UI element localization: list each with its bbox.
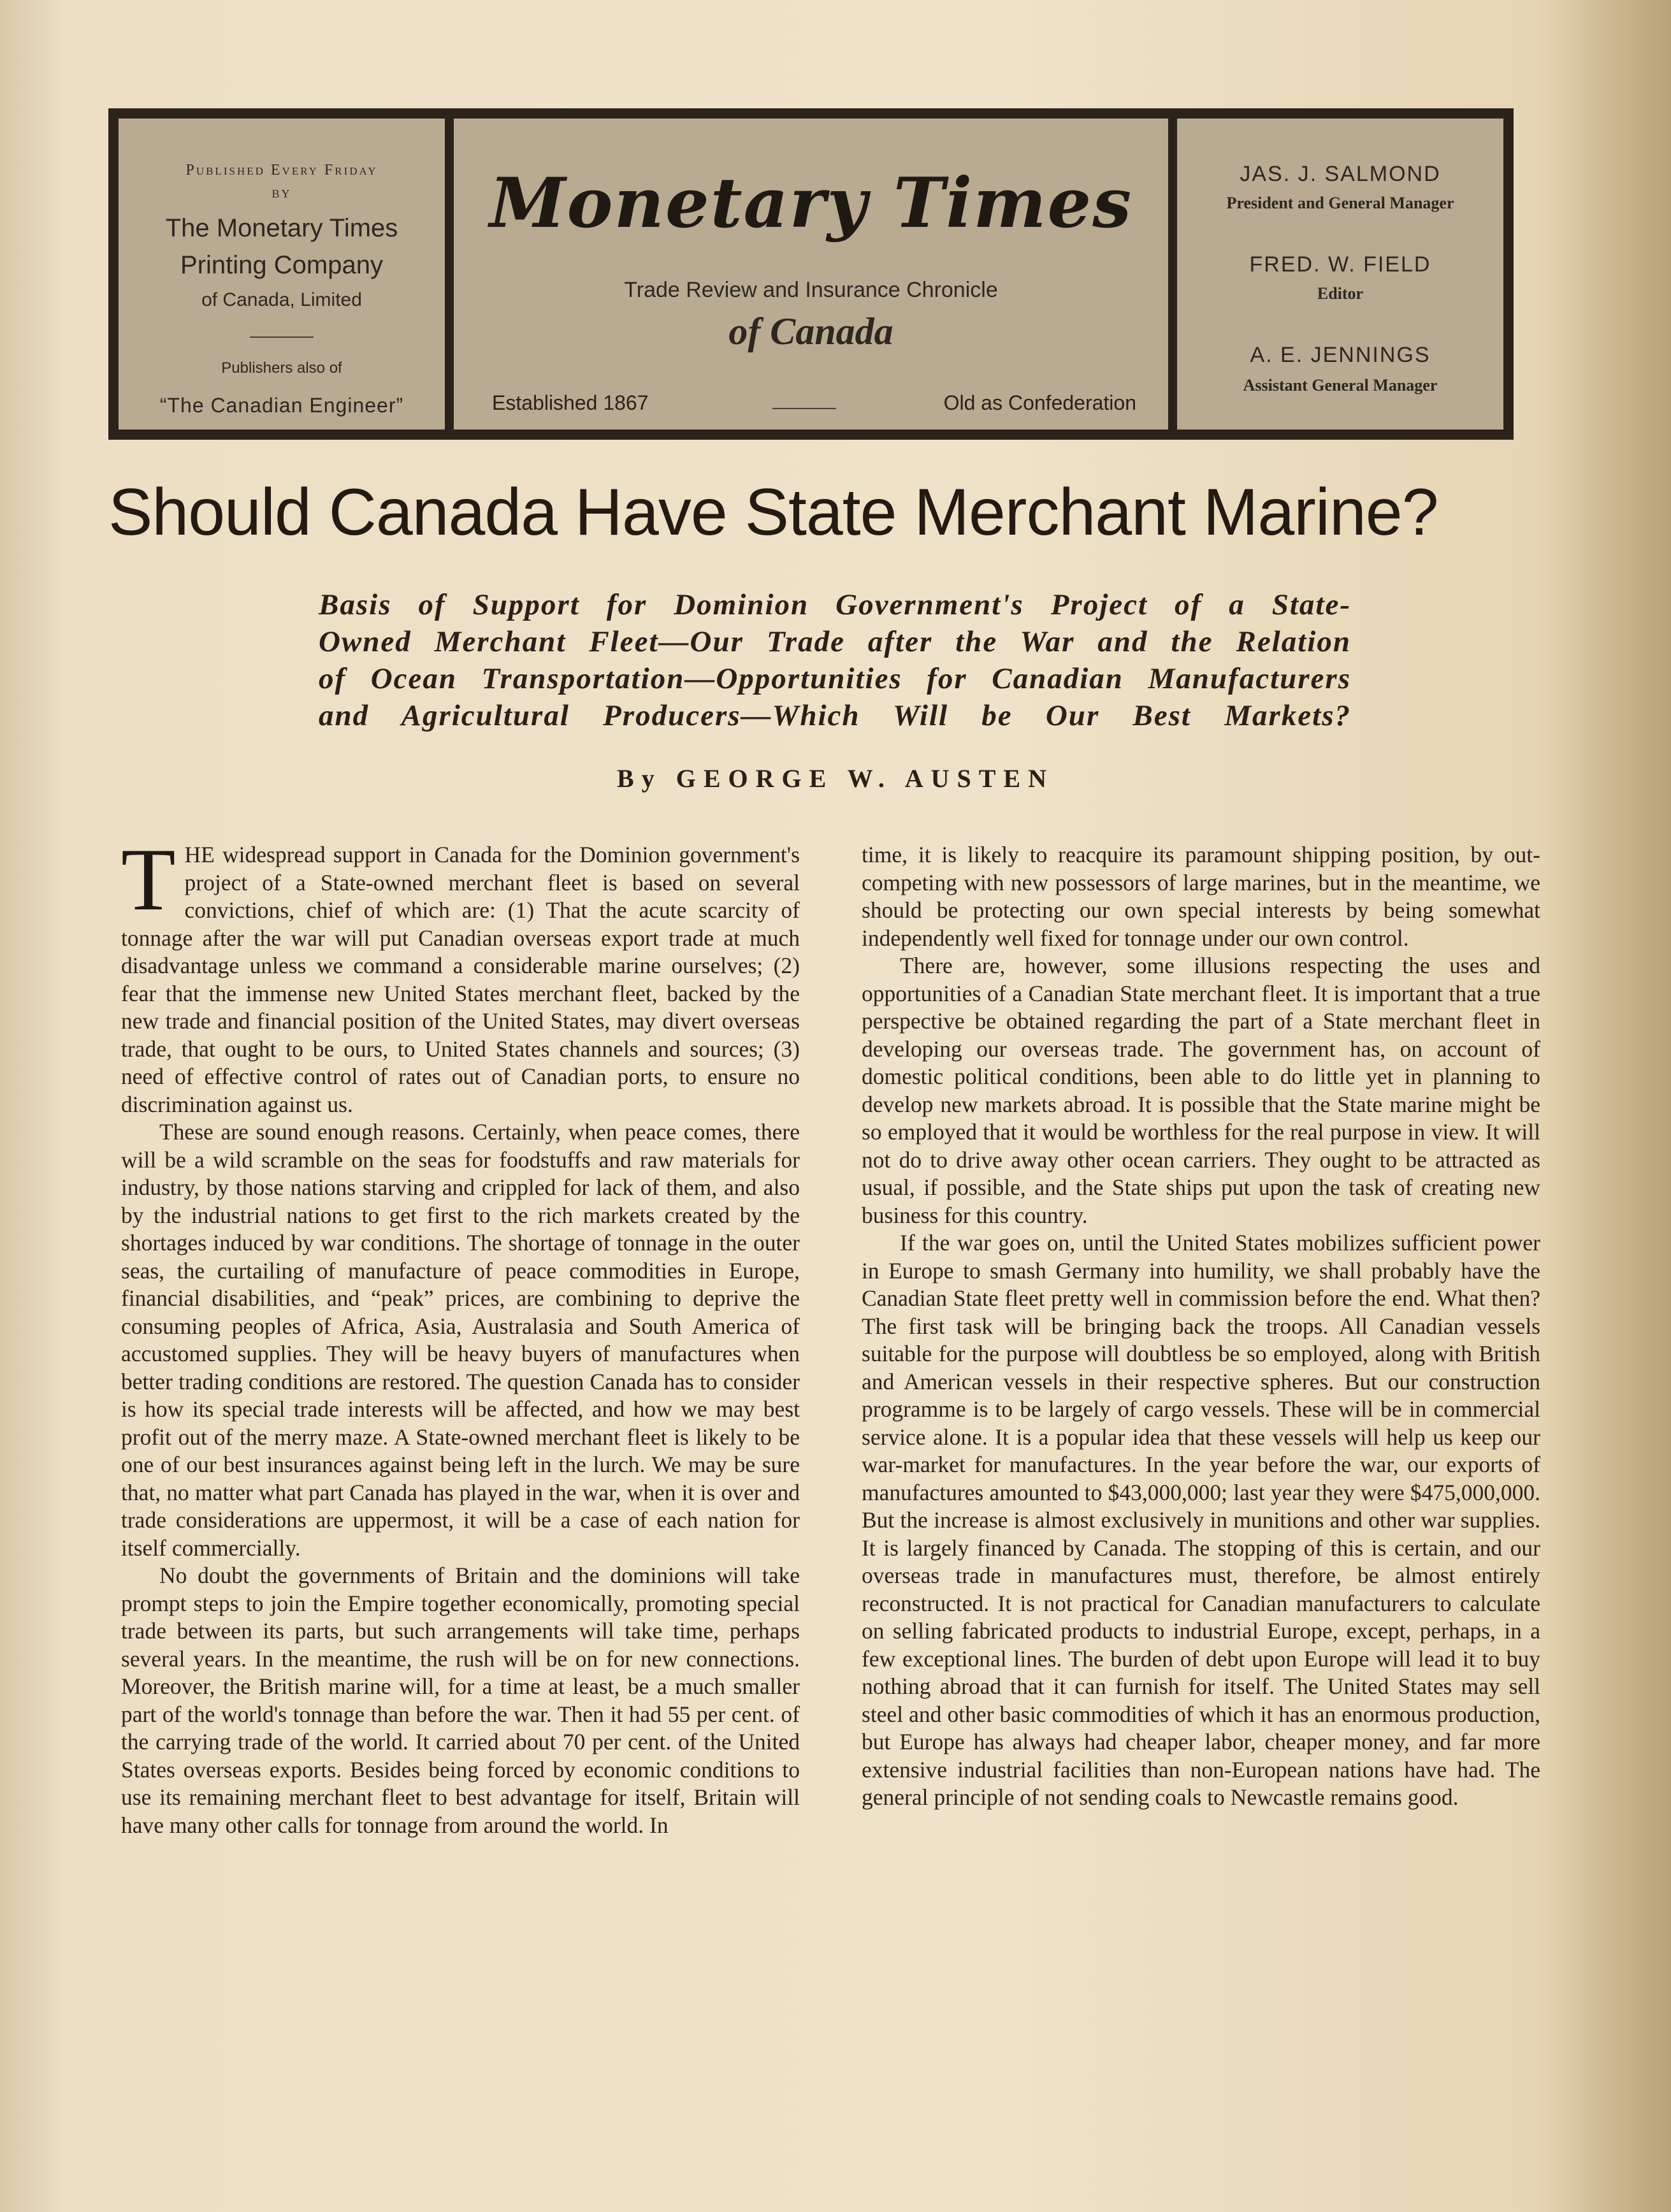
article-byline: By GEORGE W. AUSTEN	[617, 764, 1054, 793]
publisher-name-line2: Printing Company	[180, 251, 383, 279]
publishers-also-of: Publishers also of	[221, 359, 342, 377]
officer-2-name: FRED. W. FIELD	[1249, 252, 1431, 277]
paragraph: There are, however, some illusions respecting the uses and opportunities of a Canadian State merchant fleet. It is important that a true perspective be obtained regarding the part of a State merchant fleet in developing our overseas trade. The government has, on account of domestic political conditions, been able to do little yet in planning to develop new markets abroad. It is possible that the State marine might be so employed that it would be worthless for the real purpose in view. It will not do to drive away other ocean carriers. They ought to be attracted as usual, if possible, and the State ships put upon the task of creating new business for this country.	[862, 953, 1540, 1228]
deck-line: and Agricultural Producers—Which Will be Our Best Markets?	[319, 699, 1351, 732]
published-by: BY	[271, 187, 292, 200]
paragraph: These are sound enough reasons. Certainly, when peace comes, there will be a wild scramble on the seas for foodstuffs and raw materials for industry, by those nations starving and crippled for lack of them, and also by the industrial nations to get first to the rich markets created by the shortages induced by war conditions. The shortage of tonnage in the outer seas, the curtailing of manufacture of peace commodities in Europe, financial disabilities, and “peak” prices, are combining to deprive the consuming peoples of Africa, Asia, Australasia and South America of accustomed supplies. They will be heavy buyers of manufactures when better trading conditions are restored. The question Canada has to consider is how its special trade interests will be affected, and how we may best profit out of the merry maze. A State-owned merchant fleet is likely to be one of our best insurances against being left in the lurch. We may be sure that, no matter what part Canada has played in the war, when it is over and trade considerations are uppermost, it will be a case of each nation for itself commercially.	[121, 1119, 800, 1561]
masthead-motto: Old as Confederation	[943, 391, 1136, 414]
masthead-subtitle: Trade Review and Insurance Chronicle	[624, 278, 998, 302]
deck-line: Basis of Support for Dominion Government's Project of a State-	[319, 588, 1351, 621]
deck-line: of Ocean Transportation—Opportunities for Canadian Manufacturers	[319, 662, 1351, 695]
article-headline: Should Canada Have State Merchant Marine?	[108, 475, 1438, 549]
masthead-publisher-panel	[116, 116, 447, 432]
other-publication: “The Canadian Engineer”	[159, 394, 404, 417]
masthead-center-divider	[772, 403, 836, 414]
masthead-officers-panel	[1175, 116, 1506, 432]
officer-3-name: A. E. JENNINGS	[1250, 343, 1431, 367]
officer-3-title: Assistant General Manager	[1243, 376, 1438, 394]
officer-2-title: Editor	[1317, 284, 1364, 303]
masthead	[108, 108, 1514, 440]
article-column-left	[121, 830, 800, 1839]
article-column-right	[862, 841, 1540, 1812]
paragraph-text: HE widespread support in Canada for the Dominion government's project of a State-owned merchant fleet is based on several convictions, chief of which are: (1) That the acute scarcity of tonnage after the war will put Canadian overseas export trade at much disadvantage unless we command a considerable marine ourselves; (2) fear that the immense new United States merchant fleet, backed by the new trade and financial position of the United States, may divert overseas trade, that ought to be ours, to United States channels and sources; (3) need of effective control of rates out of Canadian ports, to ensure no discrimination against us.	[121, 842, 800, 1117]
masthead-title-panel	[451, 116, 1171, 432]
drop-cap: T	[121, 830, 176, 929]
monetary-times-logo: Monetary Times	[489, 163, 1133, 243]
publisher-name-line1: The Monetary Times	[165, 214, 398, 242]
established-date: Established 1867	[492, 391, 649, 414]
publisher-name-line3: of Canada, Limited	[201, 289, 362, 310]
publisher-divider	[119, 331, 445, 343]
published-every-friday: Published Every Friday	[185, 162, 378, 178]
paragraph: No doubt the governments of Britain and the dominions will take prompt steps to join the Empire together economically, promoting special trade between its parts, but such arrangements will take time, perhaps several years. In the meantime, the rush will be on for new connections. Moreover, the British marine will, for a time at least, be a much smaller part of the world's tonnage than before the war. Then it had 55 per cent. of the carrying trade of the world. It carried about 70 per cent. of the United States overseas exports. Besides being forced by economic conditions to use its remaining merchant fleet to best advantage for itself, Britain will have many other calls for tonnage from around the world. In	[121, 1563, 800, 1838]
paragraph: If the war goes on, until the United States mobilizes sufficient power in Europe to smash Germany into humility, we shall probably have the Canadian State fleet pretty well in commission before the end. What then? The first task will be bringing back the troops. All Canadian vessels suitable for the purpose will doubtless be so employed, along with British and American vessels in their respective spheres. But our construction programme is to be largely of cargo vessels. These will be in commercial service alone. It is a popular idea that these vessels will help us keep our war-market for manufactures. In the year before the war, our exports of manufactures amounted to $43,000,000; last year they were $475,000,000. But the increase is almost exclusively in munitions and other war supplies. It is largely financed by Canada. The stopping of this is certain, and our overseas trade in manufactures must, therefore, be almost entirely reconstructed. It is not practical for Canadian manufacturers to calculate on selling fabricated products to industrial Europe, except, perhaps, in a few exceptional lines. The burden of debt upon Europe will lead it to buy nothing abroad that it can furnish for itself. The United States may sell steel and other basic commodities of which it has an enormous production, but Europe has always had cheaper labor, cheaper money, and far more extensive industrial facilities than non-European nations have had. The general principle of not sending coals to Newcastle remains good.	[862, 1230, 1540, 1810]
deck-line: Owned Merchant Fleet—Our Trade after the War and the Relation	[319, 625, 1351, 658]
officer-1-name: JAS. J. SALMOND	[1240, 162, 1441, 186]
paragraph: time, it is likely to reacquire its paramount shipping position, by out-competing with new possessors of large marines, but in the meantime, we should be protecting our own special interests by being somewhat independently well fixed for tonnage under our own control.	[862, 842, 1540, 951]
paragraph	[121, 830, 800, 1118]
officer-1-title: President and General Manager	[1226, 194, 1454, 212]
masthead-of-canada: of Canada	[728, 310, 893, 352]
article-deck	[319, 586, 1351, 734]
